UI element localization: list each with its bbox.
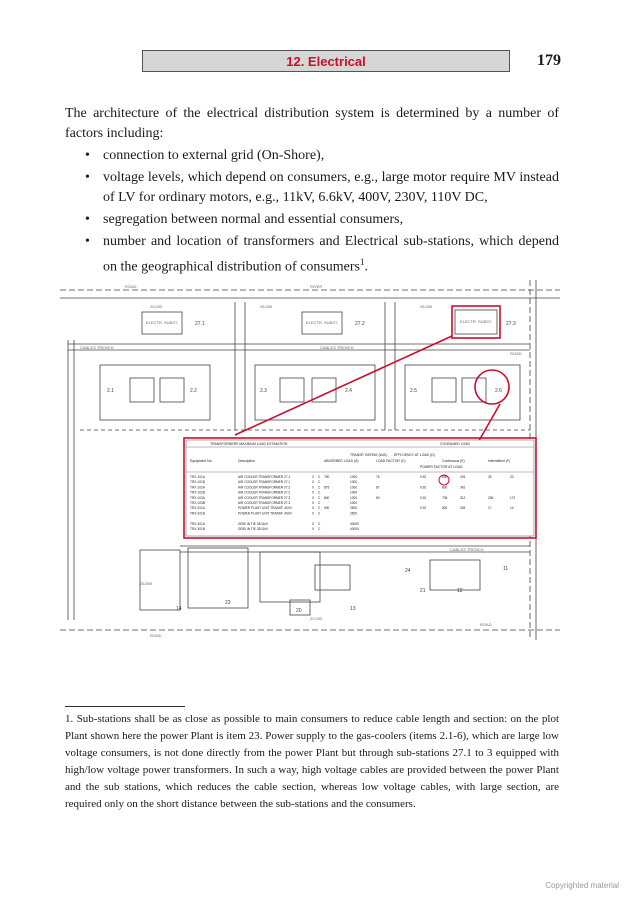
substation-label: ELECTR. SUBST. xyxy=(460,319,493,324)
table-cell: TRX-103A xyxy=(190,495,205,500)
table-cell: 206 xyxy=(488,495,494,500)
table-cell: 875 xyxy=(324,485,330,490)
road-label: ROAD xyxy=(150,633,162,638)
table-cell: 25 xyxy=(488,475,492,479)
chapter-title: 12. Electrical xyxy=(286,53,366,69)
item-label: 23 xyxy=(225,600,231,606)
item-label: 27.2 xyxy=(355,321,365,327)
table-cell: 800 xyxy=(442,485,448,490)
list-item xyxy=(65,146,559,166)
table-cell: 1000 xyxy=(350,485,358,490)
list-item-text: voltage levels, which depend on consumers, e.g., large motor require MV instead of LV for ordinary motors, e.g., 11kV, 6.6kV, 400V, 230V, 110V DC, xyxy=(103,170,559,205)
copyright-notice: Copyrighted material xyxy=(545,881,619,890)
table-cell: X xyxy=(312,475,315,479)
table-cell: POWER PLANT UNIT TRANSF. 400V xyxy=(238,506,292,511)
table-cell: 1000 xyxy=(350,501,358,505)
table-cell: 14 xyxy=(510,506,514,511)
list-item xyxy=(65,210,559,230)
elevation-label: 22,000 xyxy=(310,616,323,621)
table-cell: AIR COOLER TRANSFORMER 27.2 xyxy=(238,485,291,490)
table-header: Continuous (E) xyxy=(442,459,465,463)
table-title: TRANSFORMERS MAXIMUM LOAD ESTIMATION xyxy=(210,442,288,446)
road-label: ROAD xyxy=(510,351,522,356)
table-cell: C xyxy=(318,511,321,516)
table-cell: 1000 xyxy=(350,495,358,500)
list-item-text: connection to external grid (On-Shore), xyxy=(103,148,325,163)
footnote-marker: 1 xyxy=(360,257,365,267)
table-cell: 0.92 xyxy=(420,475,427,479)
table-cell: 820 xyxy=(442,506,448,511)
table-cell: TRX-103B xyxy=(190,501,205,505)
elevation-label: 25,000 xyxy=(150,304,163,309)
table-header: Equipment No. xyxy=(190,459,213,463)
substation-label: ELECTR. SUBST. xyxy=(146,320,179,325)
table-cell: 735 xyxy=(442,495,448,500)
table-cell: C xyxy=(318,521,321,526)
table-cell: 0.92 xyxy=(420,495,427,500)
road-label: ROAD xyxy=(480,622,492,627)
table-cell: 17 xyxy=(488,506,492,511)
footnote-rule xyxy=(65,706,185,707)
table-cell: 87 xyxy=(376,485,380,490)
table-header: ABSORBED LOAD (A) xyxy=(324,459,359,463)
cable-trench-label: CABLES TRENCH xyxy=(450,547,484,552)
item-label: 2.6 xyxy=(495,388,502,394)
table-cell: TRX-201A xyxy=(190,506,205,511)
table-cell: 1000 xyxy=(350,490,358,495)
table-cell: 312 xyxy=(460,495,466,500)
table-cell: TRX-101A xyxy=(190,475,205,479)
table-cell: C xyxy=(318,480,321,485)
table-cell: 80 xyxy=(376,495,380,500)
table-cell: X xyxy=(312,485,315,490)
list-item-text: segregation between normal and essential consumers, xyxy=(103,212,404,227)
list-item xyxy=(65,168,559,208)
table-cell: C xyxy=(318,527,321,531)
table-cell: C xyxy=(318,490,321,495)
table-cell: 1000 xyxy=(350,480,358,485)
table-cell: TRX-102A xyxy=(190,485,205,490)
page-number: 179 xyxy=(537,52,561,69)
table-cell: TRX-301A xyxy=(190,521,205,526)
road-label: ROAD xyxy=(125,284,137,289)
item-label: 12 xyxy=(457,588,463,594)
table-cell: 40000 xyxy=(350,521,359,526)
table-cell: 0.92 xyxy=(420,485,427,490)
factor-list xyxy=(65,146,559,280)
table-header: LOAD FACTOR (C) xyxy=(376,459,406,463)
table-cell: X xyxy=(312,511,315,516)
table-cell: 342 xyxy=(460,485,466,490)
table-cell: 40000 xyxy=(350,527,359,531)
intro-paragraph: The architecture of the electrical distribution system is determined by a number of factors including: xyxy=(65,106,559,141)
footnote-text: 1. Sub-stations shall be as close as possible to main consumers to reduce cable length and section: on the plot Plant shown here the power Plant is item 23. Power supply to the gas-coolers (items 2.1-6), which are large low voltage consumers, is not done directly from the power Plant but through sub-stations 27.1 to 3 equipped with high/low voltage power transformers. In such a way, high voltage cables are provided between the power Plant and the sub stations, which reduces the cable section, whereas low voltage cables, with large section, are required only on the short distance between the sub-stations and the consumers. xyxy=(65,713,559,810)
table-cell: X xyxy=(312,495,315,500)
table-cell: 345 xyxy=(460,506,466,511)
table-cell: C xyxy=(318,485,321,490)
table-cell: 900 xyxy=(324,506,330,511)
table-cell: X xyxy=(312,506,315,511)
table-cell: 294 xyxy=(460,475,466,479)
list-item-end: . xyxy=(364,259,368,275)
elevation-label: 26,000 xyxy=(420,304,433,309)
table-cell: TRX-102B xyxy=(190,490,205,495)
table-cell: X xyxy=(312,480,315,485)
elevation-label: 25,800 xyxy=(140,581,153,586)
item-label: 20 xyxy=(296,608,302,614)
cable-trench-label: CABLES TRENCH xyxy=(320,345,354,350)
table-group-header: CONSUMED LOAD xyxy=(440,442,470,446)
item-label: 21 xyxy=(420,588,426,594)
table-cell: AIR COOLER TRANSFORMER 27.3 xyxy=(238,495,291,500)
table-cell: X xyxy=(312,490,315,495)
table-cell: POWER PLANT UNIT TRANSF. 400V xyxy=(238,511,292,516)
item-label: 14 xyxy=(176,606,182,612)
table-cell: 2500 xyxy=(350,511,358,516)
table-cell: C xyxy=(318,495,321,500)
table-cell: AIR COOLER TRANSFORMER 27.3 xyxy=(238,501,291,505)
table-cell: TRX-201B xyxy=(190,511,205,516)
table-header: TRANSF. RATING (kVA) xyxy=(350,453,387,457)
transformer-load-table xyxy=(186,440,534,536)
table-cell: C xyxy=(318,501,321,505)
table-header: Description xyxy=(238,459,255,463)
substation-label: ELECTR. SUBST. xyxy=(306,320,339,325)
table-cell: 172 xyxy=(510,495,516,500)
table-cell: 75 xyxy=(376,475,380,479)
table-header: Intermittent (F) xyxy=(488,459,511,463)
table-cell: 2500 xyxy=(350,506,358,511)
table-cell: AIR COOLER TRANSFORMER 27.1 xyxy=(238,475,291,479)
item-label: 24 xyxy=(405,568,411,574)
table-cell: 20 xyxy=(510,475,514,479)
item-label: 13 xyxy=(350,606,356,612)
item-label: 2.1 xyxy=(107,388,114,394)
item-label: 11 xyxy=(503,566,509,572)
table-cell: GRID IN TIE 33/11kV xyxy=(238,527,269,531)
table-cell: 750 xyxy=(324,475,330,479)
table-cell: 1000 xyxy=(350,475,358,479)
item-label: 2.4 xyxy=(345,388,352,394)
table-cell: 0.92 xyxy=(420,506,427,511)
item-label: 27.3 xyxy=(506,321,516,327)
table-cell: AIR COOLER TRANSFORMER 27.2 xyxy=(238,490,291,495)
item-label: 2.5 xyxy=(410,388,417,394)
item-label: 2.2 xyxy=(190,388,197,394)
table-cell: X xyxy=(312,527,315,531)
chapter-header-box xyxy=(142,50,510,72)
table-cell: C xyxy=(318,506,321,511)
item-label: 27.1 xyxy=(195,321,205,327)
table-cell: TRX-101B xyxy=(190,480,205,485)
table-cell: 800 xyxy=(324,495,330,500)
table-header: EFFICIENCY AT LOAD (D) xyxy=(394,453,435,457)
table-cell: X xyxy=(312,521,315,526)
table-cell: TRX-301B xyxy=(190,527,205,531)
road-label: RIVER xyxy=(310,284,323,289)
table-cell: 690 xyxy=(442,475,448,479)
table-header: POWER FACTOR AT LOAD xyxy=(420,465,463,469)
elevation-label: 26,000 xyxy=(260,304,273,309)
item-label: 2.3 xyxy=(260,388,267,394)
cable-trench-label: CABLES TRENCH xyxy=(80,345,114,350)
list-item xyxy=(65,232,559,278)
table-cell: C xyxy=(318,475,321,479)
table-cell: AIR COOLER TRANSFORMER 27.1 xyxy=(238,480,291,485)
table-cell: GRID IN TIE 33/11kV xyxy=(238,521,269,526)
table-cell: X xyxy=(312,501,315,505)
list-item-text: number and location of transformers and Electrical sub-stations, which depend on the geographical distribution of consumers xyxy=(103,234,559,275)
plot-plan-diagram xyxy=(60,280,560,640)
